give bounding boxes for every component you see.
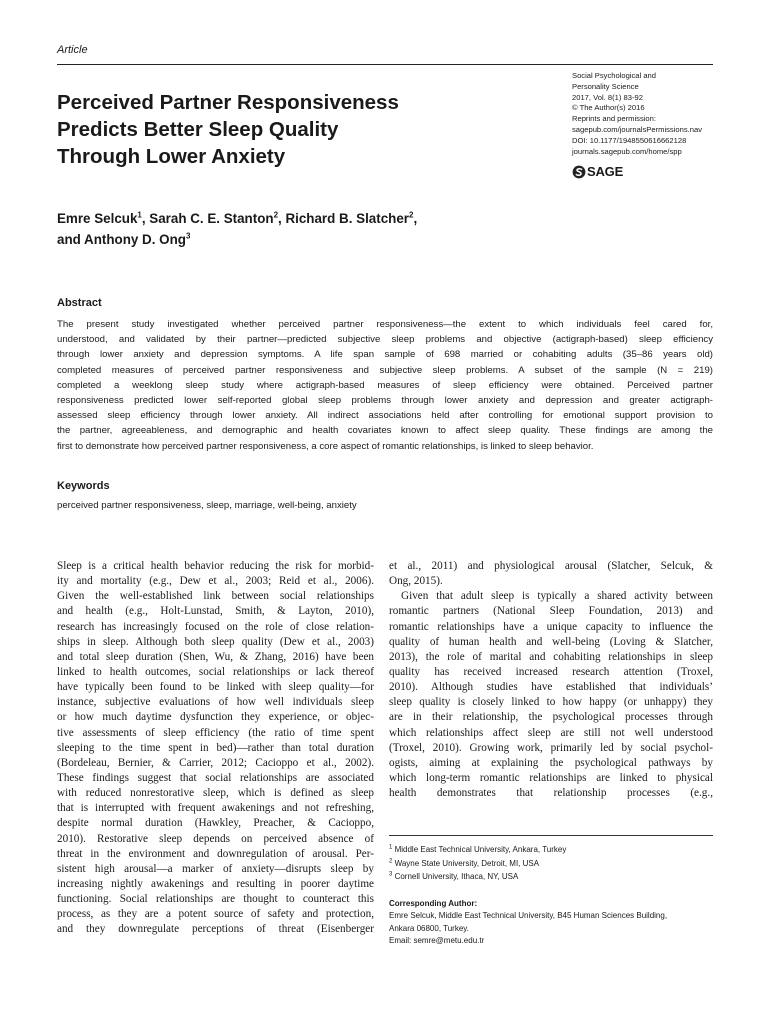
abstract-line: understood, and validated by their partner—predicted subjective sleep problems and objective (actigraph-based) sleep efficiency (57, 334, 713, 346)
body-line: health demonstrates that relationship processes (e.g., (389, 787, 713, 800)
body-line: despite normal duration (Hawkley, Preacher, & Cacioppo, (57, 817, 374, 830)
body-line: These findings suggest that social relationships are associated (57, 771, 374, 784)
body-line: are in their relationship, the psychological processes through (389, 711, 713, 724)
body-line: ships in sleep. Although both sleep quality (Dew et al., 2003) (57, 635, 374, 648)
author-name: Emre Selcuk (57, 211, 138, 226)
footnote-rule (389, 835, 713, 836)
body-line: that is interrupted with frequent awakenings and not refreshing, (57, 802, 374, 815)
journal-info-line: journals.sagepub.com/home/spp (572, 146, 682, 156)
body-line: quality has received increased research attention (Troxel, (389, 665, 713, 678)
title-line: Through Lower Anxiety (57, 145, 286, 168)
journal-info-line: sagepub.com/journalsPermissions.nav (572, 124, 703, 134)
body-line: sleeping to the time spent in bed)—rather than total duration (57, 741, 374, 754)
affiliation-text: Wayne State University, Detroit, MI, USA (394, 858, 540, 868)
body-line: (Troxel, 2010). Growing work, primarily led by social psychol- (389, 741, 713, 754)
author-conjunction: and (57, 232, 85, 247)
body-line: process, as they are a potent source of safety and protection, (57, 908, 374, 921)
body-line: which long-term romantic relationships are linked to physical (389, 771, 713, 784)
affiliation-mark: 2 (389, 857, 393, 864)
body-line: with reduced nonrestorative sleep, which is defined as sleep (57, 787, 374, 800)
body-line: Given the well-established link between social relationships (57, 590, 374, 603)
body-line: quality of human health and well-being (Loving & Slatcher, (389, 635, 713, 648)
abstract-body (57, 317, 713, 454)
body-column-right (389, 559, 713, 801)
journal-info-line: 2017, Vol. 8(1) 83-92 (572, 92, 643, 102)
author-separator: , (413, 211, 418, 226)
affiliation-mark: 3 (389, 871, 393, 878)
author-name: Anthony D. Ong (84, 232, 186, 247)
author-separator: , (278, 211, 286, 226)
body-line: and they downregulate perceptions of threat (Eisenberger (57, 923, 374, 936)
body-line: have typically been found to be linked with sleep quality—for (57, 681, 374, 694)
body-line: increasing nightly awakenings and resulting in poorer daytime (57, 877, 374, 890)
author-list (57, 208, 577, 250)
author-name: Richard B. Slatcher (285, 211, 409, 226)
body-line: sleep quality is closely linked to how happy (or unhappy) they (389, 696, 713, 709)
title-line: Predicts Better Sleep Quality (57, 118, 339, 141)
sage-wordmark: SAGE (587, 164, 624, 179)
article-type-label: Article (57, 44, 88, 56)
body-line: instance, subjective evaluations of how well individuals sleep (57, 696, 374, 709)
abstract-line: assessed sleep efficiency through lower anxiety. All indirect associations held after controlling for emotional support provision to (57, 410, 713, 422)
body-line: sistent high arousal—a marker of anxiety—disrupts sleep by (57, 862, 374, 875)
abstract-line: first to demonstrate how perceived partner responsiveness, a core aspect of romantic relationships, is linked to sleep behavior. (57, 440, 594, 452)
author-affiliation-mark: 2 (273, 210, 279, 220)
abstract-line: through lower anxiety and depression symptoms. A life span sample of 698 married or cohabiting adults (35–86 years old) (57, 349, 713, 361)
author-affiliation-mark: 2 (409, 210, 414, 220)
body-line: threat in the environment and downregulation of arousal. Per- (57, 847, 374, 860)
sage-logo (572, 164, 623, 179)
affiliation-item (389, 843, 566, 857)
body-line: functioning. Social relationships are thought to counteract this (57, 893, 374, 906)
journal-info-line: © The Author(s) 2016 (572, 103, 645, 113)
author-separator: , (141, 211, 150, 226)
body-line: ogists, aiming at explaining the psychological pathways by (389, 756, 713, 769)
body-line: (Bordeleau, Bernier, & Carrier, 2012; Cacioppo et al., 2002). (57, 756, 374, 769)
abstract-line: completed measures of perceived partner responsiveness and subjective sleep problems. A subset of the sample (N = 219) (57, 364, 713, 376)
body-line: ity and mortality (e.g., Dew et al., 2003; Reid et al., 2006). (57, 575, 374, 588)
affiliation-item (389, 857, 566, 871)
body-line: 2013), the role of marital and cohabiting relationships in sleep (389, 650, 713, 663)
body-line: linked to health outcomes, social relationships or lack thereof (57, 665, 374, 678)
abstract-line: The present study investigated whether perceived partner responsiveness—the extent to which individuals feel cared for, (57, 319, 713, 330)
body-line: and health (e.g., Holt-Lunstad, Smith, & Layton, 2010), (57, 605, 374, 618)
body-line: romantic relationships have a unique capacity to influence the (389, 620, 713, 633)
author-name: Sarah C. E. Stanton (149, 211, 274, 226)
affiliation-mark: 1 (389, 844, 393, 851)
corresponding-author (389, 898, 667, 947)
sage-emblem-icon (572, 165, 586, 179)
body-line: Sleep is a critical health behavior reducing the risk for morbid- (57, 560, 374, 572)
body-line: romantic partners (National Sleep Foundation, 2013) and (389, 605, 713, 618)
corresponding-heading: Corresponding Author: (389, 899, 478, 908)
abstract-line: responsiveness predicted lower self-reported global sleep problems through lower anxiety and depression and greater actigraph- (57, 394, 713, 406)
journal-info-line: Personality Science (572, 81, 639, 91)
journal-info-line: Social Psychological and (572, 71, 657, 80)
journal-info-line: Reprints and permission: (572, 114, 656, 124)
keywords-list: perceived partner responsiveness, sleep, marriage, well-being, anxiety (57, 500, 357, 511)
body-line: Given that adult sleep is typically a shared activity between (401, 590, 713, 603)
author-line (57, 208, 577, 229)
abstract-heading: Abstract (57, 297, 102, 309)
body-line: which relationships affect sleep are still not well understood (389, 726, 713, 739)
affiliation-text: Middle East Technical University, Ankara, Turkey (394, 845, 567, 854)
corresponding-line: Ankara 06800, Turkey. (389, 923, 469, 933)
title-line: Perceived Partner Responsiveness (57, 91, 399, 114)
corresponding-line: Emre Selcuk, Middle East Technical University, B45 Human Sciences Building, (389, 911, 668, 921)
body-line: research has increasingly focused on the role of close relation- (57, 620, 374, 633)
journal-info (572, 71, 732, 157)
body-line: 2010). Restorative sleep depends on perceived absence of (57, 832, 374, 845)
body-line: and total sleep duration (Shen, Wu, & Zhang, 2016) have been (57, 650, 374, 663)
keywords-heading: Keywords (57, 480, 110, 492)
body-line: et al., 2011) and physiological arousal (Slatcher, Selcuk, & (389, 560, 713, 572)
author-affiliation-mark: 3 (185, 231, 191, 241)
affiliation-item (389, 870, 566, 884)
author-affiliation-mark: 1 (137, 210, 142, 220)
abstract-line: the partner, agreeableness, and demographic and health covariates known to affect sleep quality. These findings are among the (57, 425, 713, 437)
author-line (57, 229, 577, 250)
journal-info-line: DOI: 10.1177/1948550616662128 (572, 135, 687, 145)
header-rule (57, 64, 713, 65)
affiliation-text: Cornell University, Ithaca, NY, USA (394, 872, 519, 881)
corresponding-email[interactable]: Email: semre@metu.edu.tr (389, 935, 485, 945)
body-column-left (57, 559, 374, 938)
paper-title (57, 89, 477, 170)
body-line: or how much daytime dysfunction they experience, or objec- (57, 711, 374, 724)
affiliation-footnotes (389, 843, 566, 884)
body-line: Ong, 2015). (389, 575, 443, 588)
abstract-line: completed a weeklong sleep study where actigraph-based measures of sleep efficiency were obtained. Perceived partner (57, 379, 713, 391)
body-line: 2010). Although studies have established that individuals’ (389, 681, 713, 694)
body-line: tive assessments of sleep efficiency (the ratio of time spent (57, 726, 374, 739)
